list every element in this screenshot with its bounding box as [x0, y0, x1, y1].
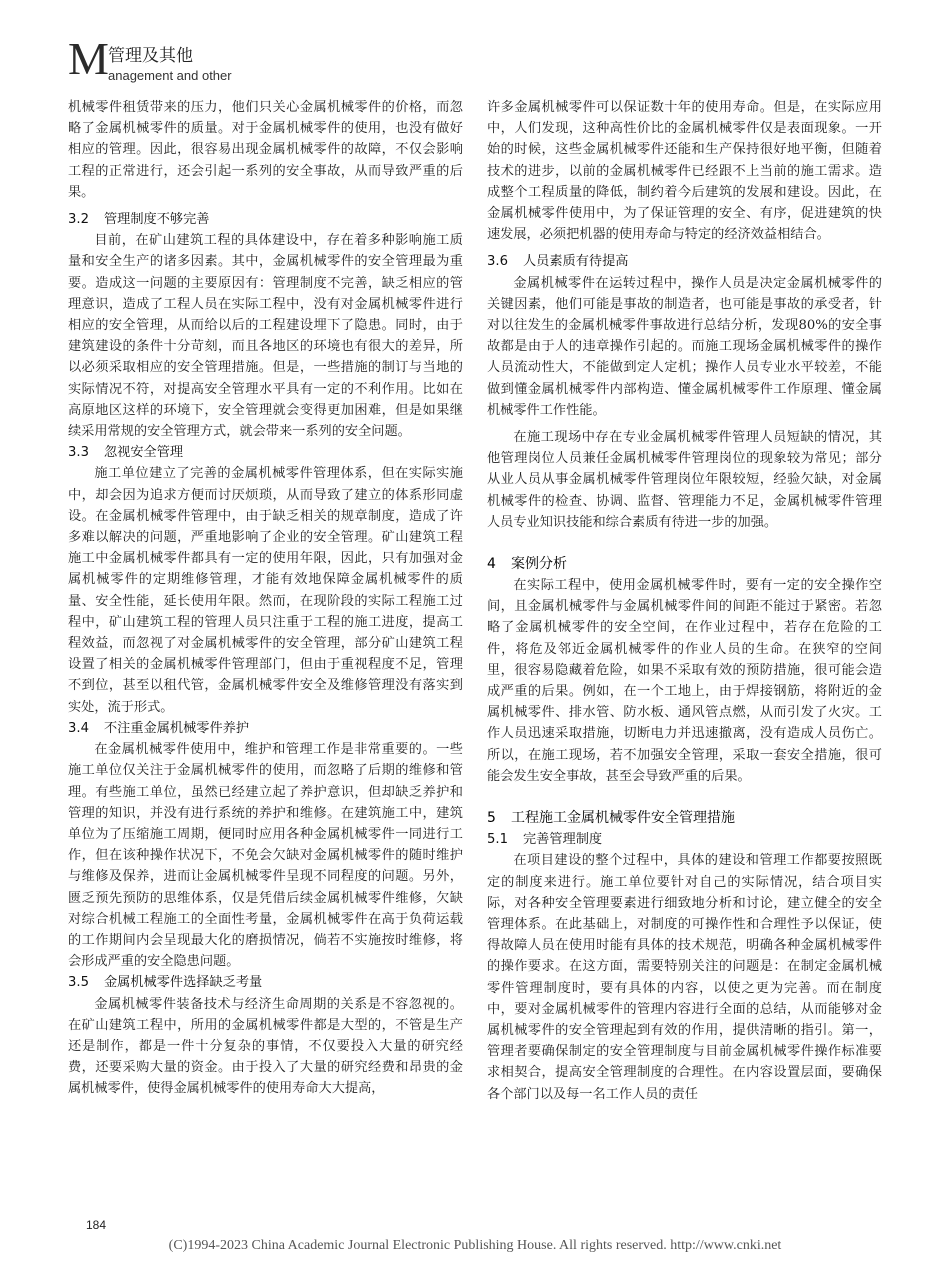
paragraph: 金属机械零件在运转过程中，操作人员是决定金属机械零件的关键因素，他们可能是事故的制造者，也可能是事故的承受者，针对以往发生的金属机械零件事故进行总结分析，发现80%的安全事故都是由于人的违章操作引起的。而施工现场金属机械零件的操作人员流动性大，不能做到定人定机；操作人员专业水平较差，不能做到懂金属机械零件内部构造、懂金属机械零件工作原理、懂金属机械零件工作性能。 — [487, 275, 882, 418]
section-number: 3.6 — [487, 254, 508, 270]
section-title: 案例分析 — [511, 556, 567, 573]
running-header — [68, 33, 368, 84]
section-heading-4 — [487, 553, 882, 575]
section-title: 忽视安全管理 — [104, 445, 184, 461]
section-heading-3-4 — [68, 718, 463, 739]
paragraph: 金属机械零件装备技术与经济生命周期的关系是不容忽视的。在矿山建筑工程中，所用的金属机械零件都是大型的，不管是生产还是制作，都是一件十分复杂的事情，不仅要投入大量的研究经费，还要采购大量的资金。由于投入了大量的研究经费和昂贵的金属机械零件，使得金属机械零件的使用寿命大大提高， — [68, 996, 463, 1097]
section-heading-3-5 — [68, 972, 463, 993]
header-title-english: anagement and other — [108, 68, 232, 83]
header-title-chinese: 管理及其他 — [108, 46, 193, 66]
section-title: 金属机械零件选择缺乏考量 — [104, 975, 263, 991]
section-heading-3-3 — [68, 442, 463, 463]
paragraph-intro: 机械零件租赁带来的压力，他们只关心金属机械零件的价格，而忽略了金属机械零件的质量。对于金属机械零件的使用，也没有做好相应的管理。因此，很容易出现金属机械零件的故障，不仅会影响工程的正常进行，还会引起一系列的安全事故，从而导致严重的后果。 — [68, 100, 463, 200]
section-number: 5.1 — [487, 832, 508, 848]
page-number: 184 — [86, 1218, 107, 1232]
header-initial-letter: M — [68, 33, 109, 84]
section-number: 5 — [487, 810, 496, 827]
section-number: 4 — [487, 556, 496, 573]
paragraph: 目前，在矿山建筑工程的具体建设中，存在着多种影响施工质量和安全生产的诸多因素。其中，金属机械零件的安全管理最为重要。造成这一问题的主要原因有：管理制度不完善，缺乏相应的管理意识，造成了工程人员在实际工程中，没有对金属机械零件进行相应的安全管理，从而给以后的工程建设埋下了隐患。同时，由于建筑建设的条件十分苛刻，而且各地区的环境也有很大的差异，所以必须采取相应的安全管理措施。但是，一些措施的制订与当地的实际情况不符，对提高安全管理水平具有一定的不利作用。比如在高原地区这样的环境下，安全管理就会变得更加困难，但是如果继续采用常规的安全管理方式，就会带来一系列的安全问题。 — [68, 233, 463, 440]
paragraph: 在金属机械零件使用中，维护和管理工作是非常重要的。一些施工单位仅关注于金属机械零件的使用，而忽略了后期的维修和管理。有些施工单位，虽然已经建立起了养护意识，但却缺乏养护和管理的知识，并没有进行系统的养护和维修。在建筑施工中，建筑单位为了压缩施工周期，便同时应用各种金属机械零件一同进行工作，但在该种操作状况下，不免会欠缺对金属机械零件的随时维护与维修及保养，进而让金属机械零件呈现不同程度的问题。另外，匮乏预先预防的思维体系，仅是凭借后续金属机械零件维修，欠缺对综合机械工程施工的全面性考量，金属机械零件在高于负荷运载的工作期间内会呈现最大化的磨损情况，倘若不实施按时维修，将会形成严重的安全隐患问题。 — [68, 742, 463, 970]
left-column — [68, 97, 463, 1100]
section-number: 3.5 — [68, 975, 89, 991]
paragraph: 在项目建设的整个过程中，具体的建设和管理工作都要按照既定的制度来进行。施工单位要针对自己的实际情况，结合项目实际，对各种安全管理要素进行细致地分析和讨论，建立健全的安全管理体系。在此基础上，对制度的可操作性和合理性予以保证，使得故障人员在使用时能有具体的技术规范，明确各种金属机械零件的操作要求。在这方面，需要特别关注的问题是：在制定金属机械零件管理制度时，要有具体的内容，以使之更为完善。而在制度中，要对金属机械零件的管理内容进行全面的总结，从而能够对金属机械零件的安全管理起到有效的作用，提供清晰的指引。第一，管理者要确保制定的安全管理制度与目前金属机械零件操作标准要求相契合，提高安全管理制度的合理性。在内容设置层面，要确保各个部门以及每一名工作人员的责任 — [487, 853, 882, 1102]
section-title: 不注重金属机械零件养护 — [104, 720, 250, 736]
section-heading-5 — [487, 807, 882, 829]
section-number: 3.3 — [68, 445, 89, 461]
section-title: 人员素质有待提高 — [523, 254, 629, 270]
copyright-footer: (C)1994-2023 China Academic Journal Electronic Publishing House. All rights reserved. http://www.cnki.net — [168, 1238, 782, 1253]
paragraph: 在施工现场中存在专业金属机械零件管理人员短缺的情况，其他管理岗位人员兼任金属机械零件管理岗位的现象较为常见；部分从业人员从事金属机械零件管理岗位年限较短，经验欠缺，对金属机械零件的检查、协调、监督、管理能力不足，金属机械零件管理人员专业知识技能和综合素质有待进一步的加强。 — [487, 430, 882, 530]
section-number: 3.4 — [68, 720, 89, 736]
paragraph-continued: 许多金属机械零件可以保证数十年的使用寿命。但是，在实际应用中，人们发现，这种高性价比的金属机械零件仅是表面现象。一开始的时候，这些金属机械零件还能和生产保持很好地平衡，但随着技术的进步，以前的金属机械零件已经跟不上当前的施工需求。造成整个工程质量的降低，制约着今后建筑的发展和建设。因此，在金属机械零件使用中，为了保证管理的安全、有序，促进建筑的快速发展，必须把机器的使用寿命与特定的经济效益相结合。 — [487, 100, 882, 243]
section-title: 工程施工金属机械零件安全管理措施 — [511, 810, 735, 827]
section-heading-3-6 — [487, 251, 882, 272]
paragraph: 施工单位建立了完善的金属机械零件管理体系，但在实际实施中，却会因为追求方便而讨厌烦琐，从而导致了建立的体系形同虚设。在金属机械零件管理中，由于缺乏相关的规章制度，造成了许多难以解决的问题，严重地影响了企业的安全管理。矿山建筑工程施工中金属机械零件都具有一定的使用年限，因此，只有加强对金属机械零件的定期维修管理，才能有效地保障金属机械零件的质量、安全性能，延长使用年限。然而，在现阶段的实际工程施工过程中，矿山建筑工程的管理人员只注重于工程的施工进度，提高工程效益，而忽视了对金属机械零件的安全管理，部分矿山建筑工程设置了相关的金属机械零件管理部门，但由于重视程度不足，管理不到位，甚至以租代管，金属机械零件安全及维修管理没有落实到实处，流于形式。 — [68, 466, 463, 715]
section-number: 3.2 — [68, 212, 89, 228]
section-title: 完善管理制度 — [523, 832, 603, 848]
section-heading-5-1 — [487, 829, 882, 850]
right-column — [487, 97, 882, 1105]
paragraph: 在实际工程中，使用金属机械零件时，要有一定的安全操作空间，且金属机械零件与金属机械零件间的间距不能过于紧密。若忽略了金属机械零件的安全空间，在作业过程中，若存在危险的工件，将危及邻近金属机械零件的作业人员的生命。在狭窄的空间里，很容易隐藏着危险，如果不采取有效的预防措施，很可能会造成严重的后果。例如，在一个工地上，由于焊接钢筋，将附近的金属机械零件、排水管、防水板、通风管点燃，从而引发了火灾。工作人员迅速采取措施，切断电力并迅速撤离，没有造成人员伤亡。所以，在施工现场，若不加强安全管理，采取一套安全措施，很可能会发生安全事故，甚至会导致严重的后果。 — [487, 578, 882, 784]
section-heading-3-2 — [68, 209, 463, 230]
section-title: 管理制度不够完善 — [104, 212, 210, 228]
